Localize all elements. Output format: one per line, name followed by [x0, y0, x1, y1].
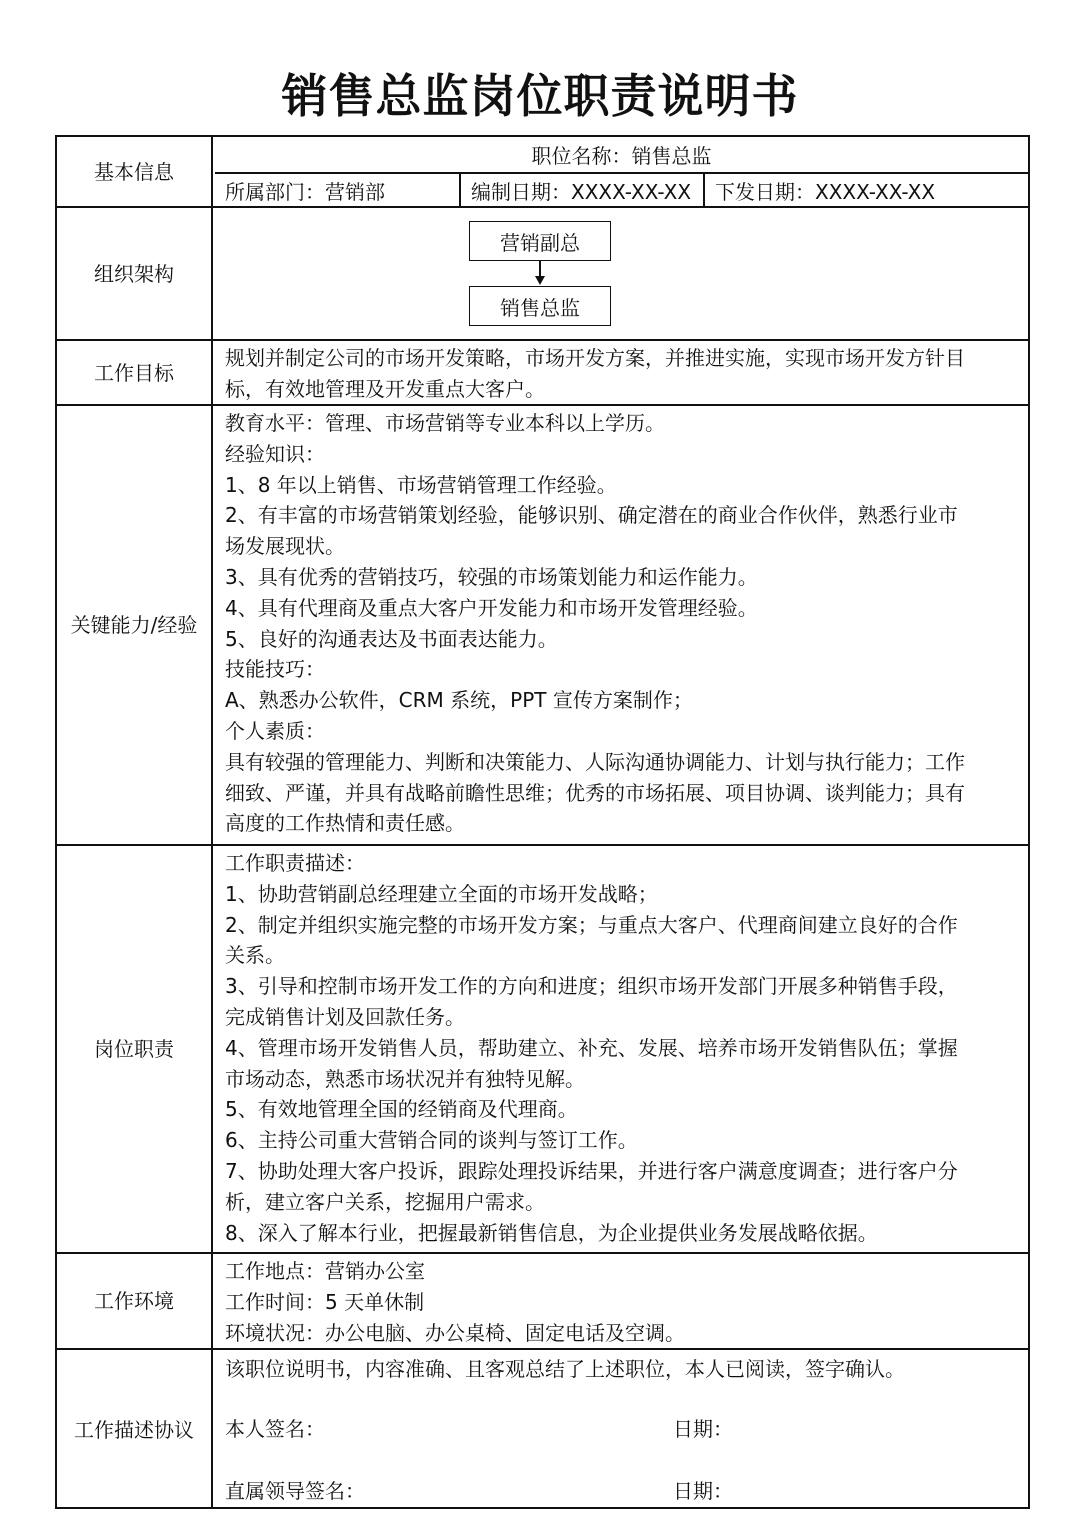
row-basic-info	[57, 137, 1028, 208]
arrow-down-icon	[535, 276, 545, 285]
org-node-upper: 营销副总	[469, 221, 611, 261]
agreement-content	[215, 1350, 1028, 1509]
document-title: 销售总监岗位职责说明书	[281, 69, 799, 123]
text-line: 场发展现状。	[225, 534, 345, 559]
row-work-goal	[57, 341, 1028, 406]
compile-date: 编制日期：XXXX-XX-XX	[471, 179, 692, 204]
text-line: 1、8 年以上销售、市场营销管理工作经验。	[225, 472, 617, 497]
text-line: 6、主持公司重大营销合同的谈判与签订工作。	[225, 1128, 638, 1153]
row-duty	[57, 846, 1028, 1254]
position-name: 职位名称：销售总监	[215, 137, 1028, 174]
text-line: 规划并制定公司的市场开发策略，市场开发方案，并推进实施，实现市场开发方针目	[225, 346, 965, 370]
label-org-chart: 组织架构	[57, 208, 213, 339]
text-line: 3、引导和控制市场开发工作的方向和进度；组织市场开发部门开展多种销售手段，	[225, 974, 958, 999]
text-line: 8、深入了解本行业，把握最新销售信息，为企业提供业务发展战略依据。	[225, 1220, 878, 1245]
text-line: 高度的工作热情和责任感。	[225, 811, 465, 836]
text-line: A、熟悉办公软件，CRM 系统，PPT 宣传方案制作；	[225, 688, 693, 713]
text-line: 经验知识：	[225, 441, 325, 466]
text-line: 1、协助营销副总经理建立全面的市场开发战略；	[225, 881, 658, 906]
leader-signature-field[interactable]: 直属领导签名：	[225, 1479, 365, 1503]
text-line: 个人素质：	[225, 718, 325, 743]
department: 所属部门：营销部	[225, 179, 385, 204]
duty-text	[215, 846, 1028, 1252]
label-work-environment: 工作环境	[57, 1254, 213, 1348]
self-sign-date-field[interactable]: 日期：	[673, 1417, 733, 1441]
text-line: 技能技巧：	[225, 657, 325, 682]
org-node-lower: 销售总监	[469, 286, 611, 326]
agreement-statement: 该职位说明书，内容准确、且客观总结了上述职位，本人已阅读，签字确认。	[225, 1357, 905, 1381]
row-agreement	[57, 1350, 1028, 1509]
text-line: 环境状况：办公电脑、办公桌椅、固定电话及空调。	[225, 1320, 685, 1345]
label-work-goal: 工作目标	[57, 341, 213, 404]
text-line: 3、具有优秀的营销技巧，较强的市场策划能力和运作能力。	[225, 564, 758, 589]
row-work-environment	[57, 1254, 1028, 1350]
work-goal-text	[215, 341, 1028, 404]
text-line: 析，建立客户关系，挖掘用户需求。	[225, 1189, 545, 1214]
label-basic-info: 基本信息	[57, 137, 213, 206]
text-line: 市场动态，熟悉市场状况并有独特见解。	[225, 1066, 585, 1091]
text-line: 4、具有代理商及重点大客户开发能力和市场开发管理经验。	[225, 595, 758, 620]
issue-date: 下发日期：XXXX-XX-XX	[715, 179, 936, 204]
text-line: 工作职责描述：	[225, 851, 365, 875]
text-line: 工作地点：营销办公室	[225, 1259, 425, 1283]
text-line: 完成销售计划及回款任务。	[225, 1004, 465, 1029]
text-line: 标，有效地管理及开发重点大客户。	[225, 376, 545, 401]
key-ability-text	[215, 406, 1028, 844]
text-line: 7、协助处理大客户投诉，跟踪处理投诉结果，并进行客户满意度调查；进行客户分	[225, 1158, 958, 1183]
label-key-ability: 关键能力/经验	[57, 406, 213, 844]
text-line: 教育水平：管理、市场营销等专业本科以上学历。	[225, 411, 665, 435]
text-line: 5、有效地管理全国的经销商及代理商。	[225, 1097, 578, 1122]
text-line: 细致、严谨，并具有战略前瞻性思维；优秀的市场拓展、项目协调、谈判能力；具有	[225, 780, 965, 805]
row-org-chart	[57, 208, 1028, 341]
row-key-ability	[57, 406, 1028, 846]
text-line: 2、有丰富的市场营销策划经验，能够识别、确定潜在的商业合作伙伴，熟悉行业市	[225, 503, 958, 528]
self-signature-field[interactable]: 本人签名：	[225, 1417, 325, 1441]
text-line: 5、良好的沟通表达及书面表达能力。	[225, 626, 558, 651]
text-line: 具有较强的管理能力、判断和决策能力、人际沟通协调能力、计划与执行能力；工作	[225, 749, 965, 774]
label-duty: 岗位职责	[57, 846, 213, 1252]
text-line: 4、管理市场开发销售人员，帮助建立、补充、发展、培养市场开发销售队伍；掌握	[225, 1035, 958, 1060]
work-environment-text	[215, 1254, 1028, 1348]
label-agreement: 工作描述协议	[57, 1350, 213, 1509]
text-line: 2、制定并组织实施完整的市场开发方案；与重点大客户、代理商间建立良好的合作	[225, 912, 958, 937]
job-description-table	[55, 135, 1030, 1509]
text-line: 关系。	[225, 943, 285, 968]
text-line: 工作时间：5 天单休制	[225, 1289, 425, 1314]
leader-sign-date-field[interactable]: 日期：	[673, 1479, 733, 1503]
